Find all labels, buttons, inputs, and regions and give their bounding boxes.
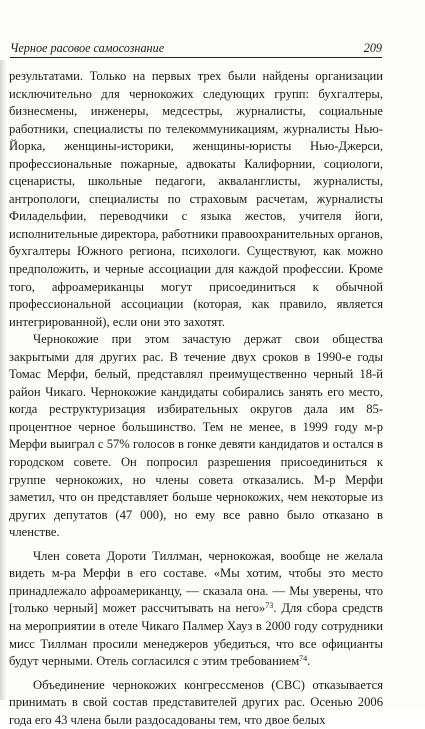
page-number: 209: [363, 41, 382, 55]
header-rule: [10, 57, 382, 58]
body-text: [9, 68, 383, 729]
paragraph-text: . Для сбора средств на мероприятии в отеле Чикаго Палмер Хауз в 2000 году сотрудники мисс Тиллман просили менеджеров убедиться, что все официанты будут черными. Отель согласился с этим требованием: [9, 601, 383, 669]
paragraph: Чернокожие при этом зачастую держат свои общества закрытыми для других рас. В течение двух сроков в 1990-е годы Томас Мерфи, белый, представлял преимущественно черный 18-й район Чикаго. Чернокожие кандидаты собирались занять его место, когда реструктуризация избирательных округов дала им 85-процентное черное большинство. Тем не менее, в 1999 году м-р Мерфи выиграл с 57% голосов в гонке девяти кандидатов и остался в городском совете. Он попросил разрешения присоединиться к группе чернокожих, но члены совета отказались. М-р Мерфи заметил, что он представляет больше чернокожих, чем некоторые из других депутатов (47 000), но ему все равно было отказано в членстве.: [9, 332, 383, 540]
running-header: [10, 40, 382, 56]
paragraph: [9, 548, 383, 671]
page-binding-shadow: [0, 60, 6, 700]
running-title: Черное расовое самосознание: [10, 41, 165, 55]
footnote-ref: 73: [265, 601, 274, 611]
paragraph-text: Член совета Дороти Тиллман, чернокожая, вообще не желала видеть м-ра Мерфи в его составе. «Мы хотим, чтобы это место принадлежало афроамериканцу, — сказала она. — Мы уверены, что [только черный] может рассчитывать на него»: [9, 548, 383, 616]
paragraph-text: .: [307, 654, 311, 669]
paragraph: Объединение чернокожих конгрессменов (CBC) отказывается принимать в свой состав представителей других рас. Осенью 2006 года его 43 члена были раздосадованы тем, что двое белых: [9, 677, 383, 727]
footnote-ref: 74: [299, 654, 308, 664]
paragraph: результатами. Только на первых трех были найдены организации исключительно для чернокожих следующих групп: бухгалтеры, бизнесмены, инженеры, медсестры, журналисты, социальные работники, специалисты по телекоммуникациям, журналисты Нью-Йорка, женщины-историки, женщины-юристы Нью-Джерси, профессиональные пожарные, адвокаты Калифорнии, социологи, сценаристы, школьные педагоги, акваланглисты, журналисты, антропологи, специалисты по страховым расчетам, журналисты Филадельфии, переводчики с языка жестов, учителя йоги, исполнительные директора, работники правоохранительных органов, бухгалтеры Южного региона, психологи. Существуют, как можно предположить, и черные ассоциации для каждой профессии. Кроме того, афроамериканцы могут присоединиться к обычной профессиональной ассоциации (которая, как правило, является интегрированной), если они это захотят.: [9, 69, 383, 329]
